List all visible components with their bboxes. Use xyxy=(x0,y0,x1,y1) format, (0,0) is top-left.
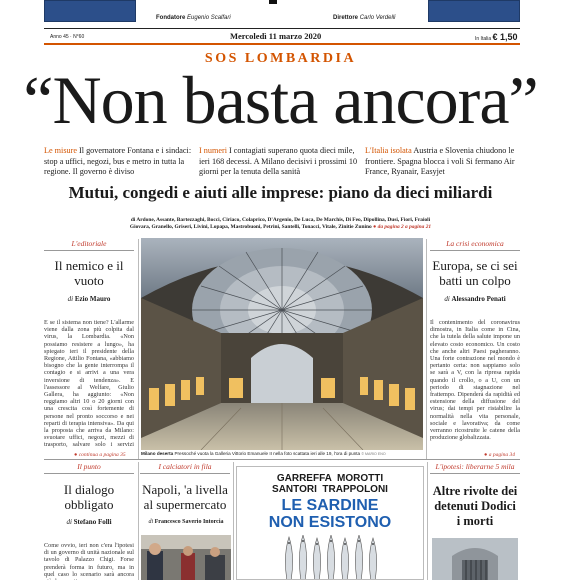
bottom-col2-title: Napoli, 'a livella al supermercato xyxy=(142,482,228,512)
right-author-prefix: di xyxy=(444,295,450,303)
promo-title-1: LE SARDINE xyxy=(281,497,379,514)
right-body-text: Il contenimento del coronavirus dimostra, in Italia come in Cina, che la tutela della salute impone un elevato costo economico. Un costo che anche altri Paesi pagheranno. Una forte contrazione nel mondo è pertanto certa: non sappiamo solo se sarà a V, con la ripresa rapida quando il crollo, o a U, con un periodo di stagnazione nel frattempo. Dipenderà da rapidità ed estensione della diffusione del virus; dai tempi per ristabilire la normalità nella vita personale, sociale e lavorativa; da come verranno ricostruite le catene della produzione globalizzata. xyxy=(430,319,520,442)
masthead-bottom-rule xyxy=(44,43,520,45)
photo-caption-bold: Milano deserta xyxy=(141,451,174,456)
director-line xyxy=(333,15,395,21)
supermarket-photo xyxy=(141,535,231,580)
left-body xyxy=(44,319,134,449)
byline-line-1: di Ardone, Assante, Bartezzaghi, Bocci, Ciriaco, Colaprico, D'Argenio, De Luca, De Marchis, Di Feo, Dipollina, Dusi, Fiori, Fraioli xyxy=(130,217,431,223)
price-value: € 1,50 xyxy=(492,32,518,42)
promo-names-1: GARREFFA MOROTTI xyxy=(276,473,384,484)
masthead-logo-fragment xyxy=(269,0,277,4)
teaser-isolation-text: Austria e Slovenia chiudono le frontiere. Spagna blocca i voli Si fermano Air France, Ryanair, Easyjet xyxy=(365,146,515,176)
bottom-col1-title: Il dialogo obbligato xyxy=(63,482,115,512)
left-section-label: L'editoriale xyxy=(71,239,107,248)
kicker: SOS LOMBARDIA xyxy=(204,51,357,66)
bottom-col1-section: Il punto xyxy=(77,462,101,471)
right-section-rule xyxy=(430,250,520,251)
left-column-divider xyxy=(138,239,139,459)
founder-label: Fondatore xyxy=(156,15,186,21)
bottom-col2-rule xyxy=(140,473,230,474)
right-author-name: Alessandro Penati xyxy=(451,295,506,303)
price-line xyxy=(475,32,518,42)
teaser-isolation-lead: L'Italia isolata xyxy=(365,146,412,155)
teaser-numbers xyxy=(199,146,359,178)
left-author xyxy=(44,295,134,303)
right-column-divider xyxy=(426,239,427,459)
bottom-col1-body xyxy=(44,542,134,580)
byline-pages: ● da pagina 2 a pagina 21 xyxy=(373,224,432,230)
right-author xyxy=(430,295,520,303)
bottom-col1-body-text: Come ovvio, ieri non c'era l'ipotesi di un governo di unità nazionale sul tavolo di Palazzo Chigi. Forse prenderà forma in futuro, ma in quel caso lo scenario sarà ancora xyxy=(44,542,134,578)
masthead-right-box xyxy=(428,0,520,22)
teaser-isolation xyxy=(365,146,523,178)
bottom-col2-section: I calciatori in fila xyxy=(158,462,212,471)
director-label: Direttore xyxy=(333,15,359,21)
bottom-col1-author-prefix: di xyxy=(66,518,72,526)
left-author-name: Ezio Mauro xyxy=(74,295,111,303)
bottom-divider-2 xyxy=(233,462,234,580)
bottom-col4-rule xyxy=(430,473,520,474)
left-body-text: E se il sistema non tiene? L'allarme viene dalla zona più colpita dal virus, la Lombardia. «Non possiamo resistere a lungo», ha spiegato ieri il presidente della Regione, Attilio Fontana, «abbiamo bisogno che la gente interrompa il contagio e si arrivi a una vera inversione di tendenza». E l'assessore al Welfare, Giulio Gallera, ha aggiunto: «Non reggiamo altri 10 o 20 giorni con una crescita così fortemente di persone nel pronto soccorso e nei reparti di terapia intensiva». Da qui la proposta che arriva da Milano: svuotare uffici, negozi, mezzi di trasporto, salvare solo i servizi xyxy=(44,319,134,449)
price-label: In Italia xyxy=(475,36,492,42)
subhead: Mutui, congedi e aiuti alle imprese: piano da dieci miliardi xyxy=(68,183,493,202)
masthead-top-rule xyxy=(44,28,520,29)
photo-caption xyxy=(141,451,425,456)
prison-photo xyxy=(432,538,518,580)
left-author-prefix: di xyxy=(67,295,74,303)
teaser-measures-lead: Le misure xyxy=(44,146,77,155)
photo-caption-text: Pressoché vuota la Galleria Vittorio Emanuele II nella foto scattata ieri alle 19, l'ora di punta xyxy=(173,451,361,456)
teaser-measures xyxy=(44,146,194,178)
dateline: Mercoledì 11 marzo 2020 xyxy=(230,31,322,41)
right-section-label: La crisi economica xyxy=(446,239,504,248)
bottom-divider-3 xyxy=(427,462,428,580)
left-section-rule xyxy=(44,250,134,251)
founder-name: Eugenio Scalfari xyxy=(187,15,231,21)
left-title: Il nemico e il vuoto xyxy=(54,258,124,288)
byline-line-2 xyxy=(0,224,561,230)
galleria-photo xyxy=(141,238,423,450)
bottom-col4-section: L'ipotesi: liberarne 5 mila xyxy=(435,462,515,471)
bottom-col1-author-name: Stefano Folli xyxy=(73,518,112,526)
bottom-col1-author xyxy=(44,518,134,526)
bottom-band-rule xyxy=(44,459,520,460)
founder-line xyxy=(156,15,231,21)
main-headline: “Non basta ancora” xyxy=(23,62,538,138)
photo-credit: © MARIO ENO xyxy=(361,452,386,456)
bottom-col2-author-name: Francesco Saverio Intorcia xyxy=(154,519,224,525)
right-body xyxy=(430,319,520,449)
teaser-numbers-lead: I numeri xyxy=(199,146,227,155)
promo-title-2: NON ESISTONO xyxy=(268,514,392,531)
promo-names-2: SANTORI TRAPPOLONI xyxy=(272,484,388,495)
bottom-col2-author xyxy=(140,519,232,525)
director-name: Carlo Verdelli xyxy=(359,15,396,21)
bottom-divider-1 xyxy=(138,462,139,580)
masthead-left-box xyxy=(44,0,136,22)
sardine-promo[interactable] xyxy=(236,466,424,580)
byline-names-2: Giovara, Granello, Griseri, Livini, Lopapa, Mastrobuoni, Petrini, Santelli, Tonacci, Vitale, Zinitie Zunino xyxy=(129,224,372,230)
teaser-measures-text: Il governatore Fontana e i sindaci: stop a uffici, negozi, bus e metro in tutta la regione. Il governo è diviso xyxy=(44,146,192,176)
right-title: Europa, se ci sei batti un colpo xyxy=(432,258,518,288)
left-continue: ● continua a pagina 35 xyxy=(74,452,126,458)
right-continue: ● a pagina 34 xyxy=(484,452,515,458)
issue-number: Anno 45 · N°60 xyxy=(50,34,85,40)
bottom-col4-title: Altre rivolte dei detenuti Dodici i morti xyxy=(432,484,518,528)
teaser-numbers-text: I contagiati superano quota dieci mile, ieri 168 decessi. A Milano decisivi i prossimi 10 giorni per la tenuta della sanità xyxy=(199,146,358,176)
sardines-illustration xyxy=(277,535,385,580)
bottom-col2-author-prefix: di xyxy=(148,519,154,525)
bottom-col1-rule xyxy=(44,473,134,474)
